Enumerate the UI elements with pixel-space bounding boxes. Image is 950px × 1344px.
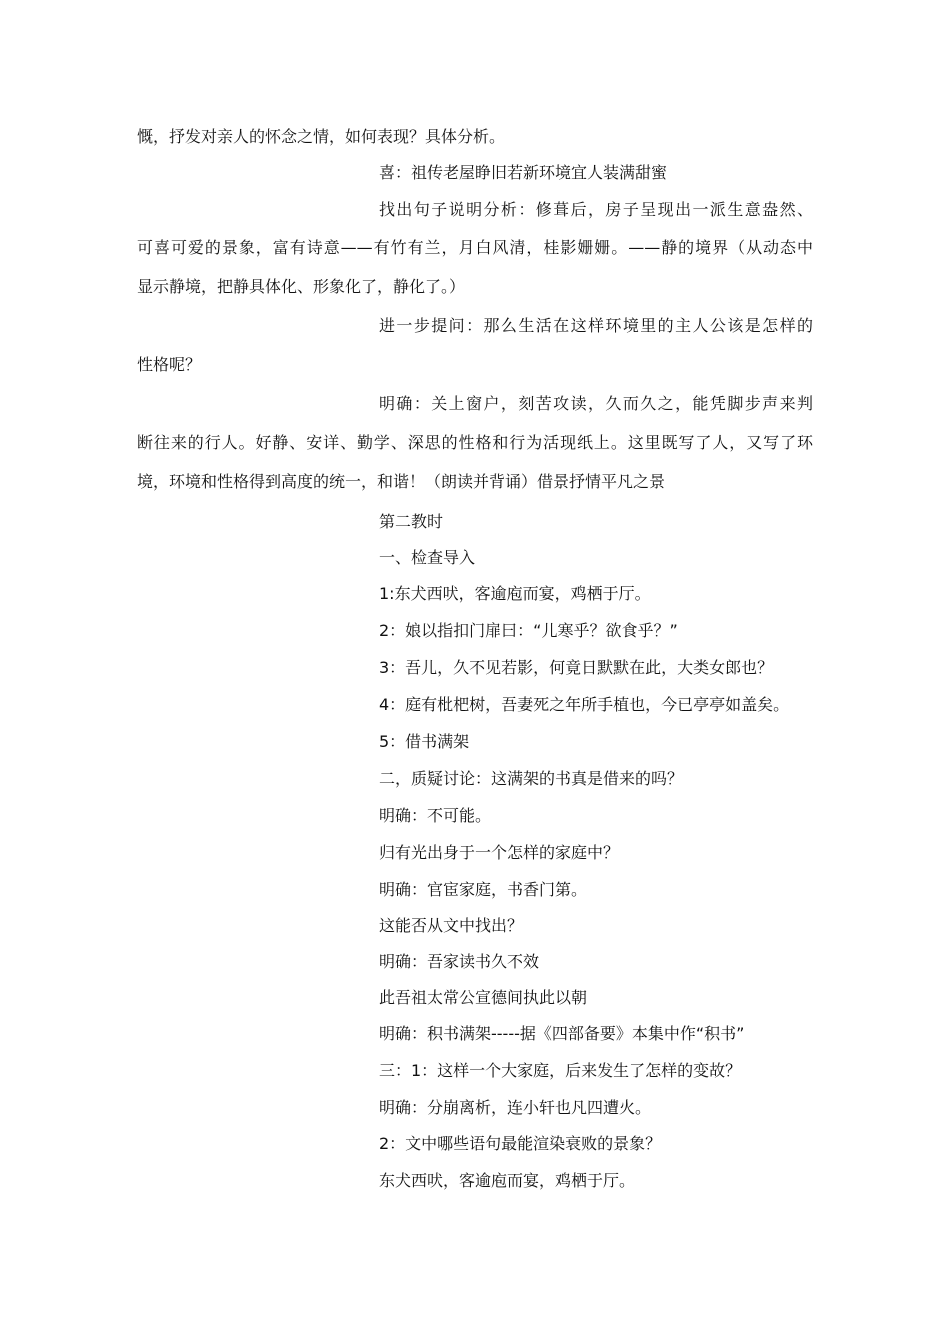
paragraph-line: 明确：分崩离析，连小轩也凡四遭火。 [379,1098,652,1117]
list-item: 5：借书满架 [379,732,470,751]
list-item: 4：庭有枇杷树，吾妻死之年所手植也，今已亭亭如盖矣。 [379,695,790,714]
paragraph-line: 这能否从文中找出？ [379,916,524,935]
paragraph-line: 显示静境，把静具体化、形象化了，静化了。） [137,277,466,296]
section-heading: 一、检查导入 [379,548,476,567]
paragraph-line: 找出句子说明分析：修葺后，房子呈现出一派生意盎然、 [379,200,813,219]
section-heading: 二，质疑讨论：这满架的书真是借来的吗？ [379,769,684,788]
paragraph-line: 归有光出身于一个怎样的家庭中？ [379,843,620,862]
paragraph-line: 明确：不可能。 [379,806,492,825]
paragraph-line: 明确：吾家读书久不效 [379,952,540,971]
paragraph-line: 性格呢？ [137,355,202,374]
paragraph-line: 明确：官宦家庭，书香门第。 [379,880,588,899]
paragraph-line: 断往来的行人。好静、安详、勤学、深思的性格和行为活现纸上。这里既写了人，又写了环 [137,433,813,452]
paragraph-line: 进一步提问：那么生活在这样环境里的主人公该是怎样的 [379,316,813,335]
section-heading: 三：1：这样一个大家庭，后来发生了怎样的变故？ [379,1061,742,1080]
paragraph-line: 明确：关上窗户，刻苦攻读，久而久之，能凭脚步声来判 [379,394,813,413]
list-item: 2：文中哪些语句最能渲染衰败的景象？ [379,1134,662,1153]
list-item: 1:东犬西吠，客逾庖而宴，鸡栖于厅。 [379,584,651,603]
paragraph-line: 境，环境和性格得到高度的统一，和谐！（朗读并背诵）借景抒情平凡之景 [137,472,666,491]
paragraph-line: 可喜可爱的景象，富有诗意——有竹有兰，月白风清，桂影姗姗。——静的境界（从动态中 [137,238,813,257]
list-item: 2：娘以指扣门扉曰：“儿寒乎？欲食乎？” [379,621,678,640]
section-heading: 第二教时 [379,512,444,531]
paragraph-line: 此吾祖太常公宣德间执此以朝 [379,988,588,1007]
paragraph-line: 东犬西吠，客逾庖而宴，鸡栖于厅。 [379,1171,636,1190]
list-item: 3：吾儿，久不见若影，何竟日默默在此，大类女郎也？ [379,658,774,677]
paragraph-line: 明确：积书满架-----据《四部备要》本集中作“积书” [379,1024,745,1043]
paragraph-line: 慨，抒发对亲人的怀念之情，如何表现？具体分析。 [137,127,506,146]
paragraph-line: 喜：祖传老屋睁旧若新环境宜人装满甜蜜 [379,163,668,182]
